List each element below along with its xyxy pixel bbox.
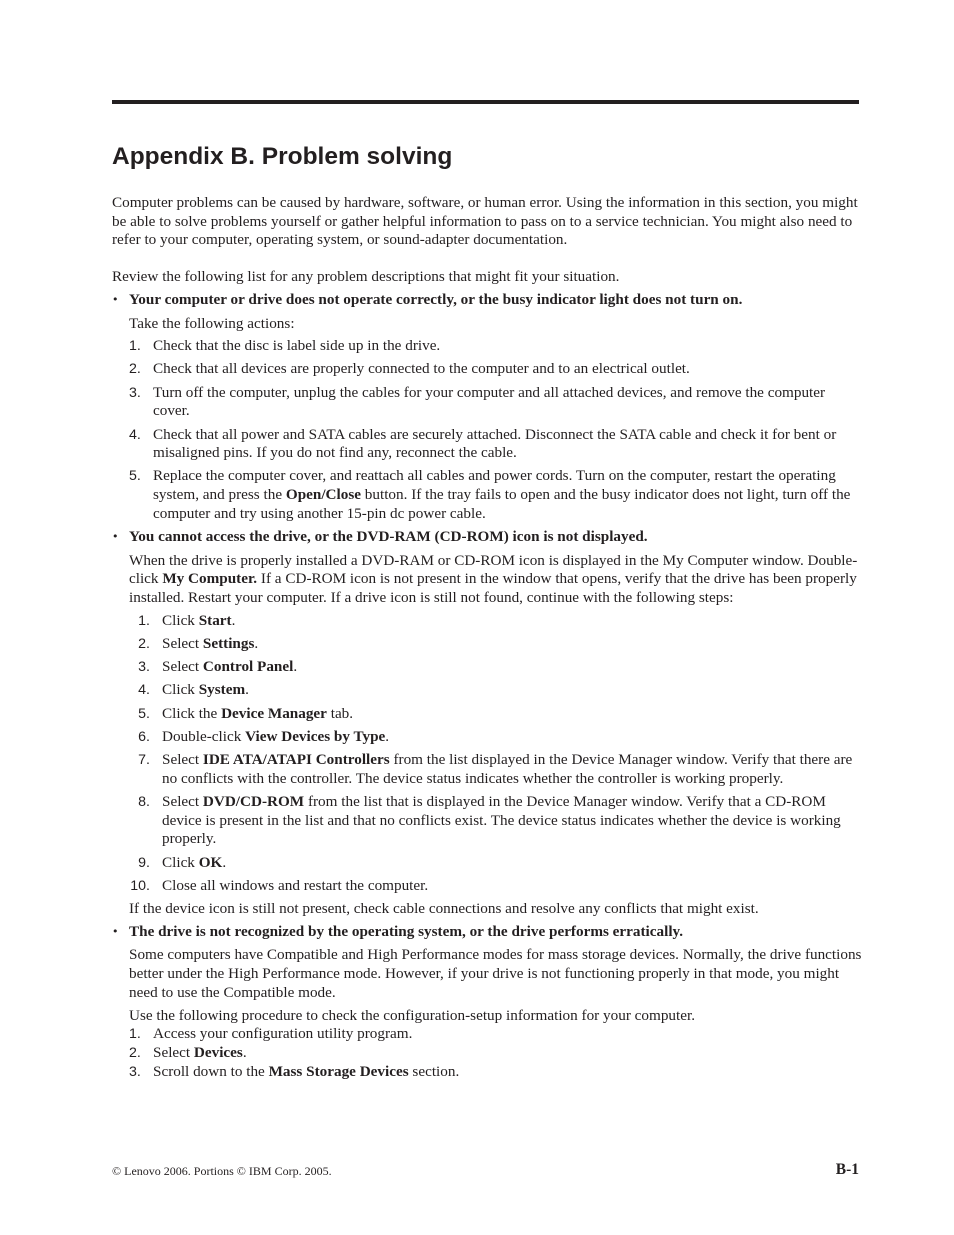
bullet-icon: • — [112, 292, 119, 306]
step-list — [129, 612, 862, 896]
list-item: 4. Click System. — [138, 681, 249, 699]
footer-copyright: © Lenovo 2006. Portions © IBM Corp. 2005. — [112, 1164, 332, 1178]
problem-heading: The drive is not recognized by the operating system, or the drive performs erratically. — [129, 922, 684, 940]
list-item: 4. Check that all power and SATA cables are securely attached. Disconnect the SATA cable and check it for bent or misaligned pins. If you do not find any, reconnect the cable. — [129, 425, 837, 462]
list-item: 2. Select Devices. — [129, 1043, 247, 1061]
problem-lead: Take the following actions: — [129, 314, 295, 332]
problem-after: If the device icon is still not present, check cable connections and resolve any conflicts that might exist. — [129, 900, 759, 917]
list-item: 7. Select IDE ATA/ATAPI Controllers from the list displayed in the Device Manager window. Verify that there are no conflicts with the controller. The device status indicates whether the controller is working properly. — [138, 751, 853, 787]
list-item: 1. Click Start. — [138, 611, 236, 629]
page-number: B-1 — [835, 1161, 859, 1178]
list-item: 3. Select Control Panel. — [138, 658, 298, 676]
list-item: 6. Double-click View Devices by Type. — [138, 727, 390, 745]
review-paragraph: Review the following list for any problem descriptions that might fit your situation. — [112, 268, 620, 286]
problem-heading: You cannot access the drive, or the DVD-RAM (CD-ROM) icon is not displayed. — [129, 528, 648, 546]
header-rule — [112, 100, 859, 104]
intro-paragraph: Computer problems can be caused by hardware, software, or human error. Using the information in this section, you might be able to solve problems yourself or gather helpful information to pass on to a service technician. You might also need to refer to your computer, operating system, or sound-adapter documentation. — [112, 194, 858, 249]
list-item: 8. Select DVD/CD-ROM from the list that is displayed in the Device Manager window. Verify that a CD-ROM device is present in the list and that no conflicts exist. The device status indicates whether the device is working properly. — [138, 792, 841, 848]
problem-paragraph: When the drive is properly installed a DVD-RAM or CD-ROM icon is displayed in the My Computer window. Double-click My Computer. If a CD-ROM icon is not present in the window that opens, verify that the drive has been properly installed. Restart your computer. If a drive icon is still not found, continue with the following steps: — [129, 551, 858, 607]
list-item: 5. Replace the computer cover, and reattach all cables and power cords. Turn on the computer, restart the operating system, and press the Open/Close button. If the tray fails to open and the busy indicator does not light, turn off the computer and try using another 15-pin dc power cable. — [129, 467, 851, 522]
problem-item — [112, 528, 862, 919]
list-item: 10. Close all windows and restart the computer. — [130, 876, 429, 894]
step-list — [129, 1025, 862, 1081]
problem-item — [112, 923, 862, 1082]
body-content — [112, 194, 862, 1081]
list-item: 1. Check that the disc is label side up in the drive. — [129, 337, 441, 355]
bullet-icon: • — [112, 530, 119, 544]
list-item: 2. Check that all devices are properly connected to the computer and to an electrical outlet. — [129, 360, 690, 378]
problem-item — [112, 291, 862, 524]
list-item: 2. Select Settings. — [138, 635, 259, 653]
list-item: 3. Turn off the computer, unplug the cables for your computer and all attached devices, and remove the computer cover. — [129, 383, 826, 420]
page-title: Appendix B. Problem solving — [112, 143, 453, 170]
list-item: 3. Scroll down to the Mass Storage Devices section. — [129, 1062, 460, 1080]
list-item: 1. Access your configuration utility program. — [129, 1025, 413, 1043]
problem-paragraph: Use the following procedure to check the configuration-setup information for your computer. — [129, 1006, 695, 1024]
bullet-icon: • — [112, 924, 119, 938]
problem-paragraph: Some computers have Compatible and High Performance modes for mass storage devices. Normally, the drive functions better under the High Performance mode. However, if your drive is not functioning properly in that mode, you might need to use the Compatible mode. — [129, 946, 862, 1001]
step-list — [129, 337, 862, 523]
list-item: 9. Click OK. — [138, 853, 227, 871]
list-item: 5. Click the Device Manager tab. — [138, 704, 354, 722]
problem-heading: Your computer or drive does not operate correctly, or the busy indicator light does not turn on. — [129, 290, 743, 308]
